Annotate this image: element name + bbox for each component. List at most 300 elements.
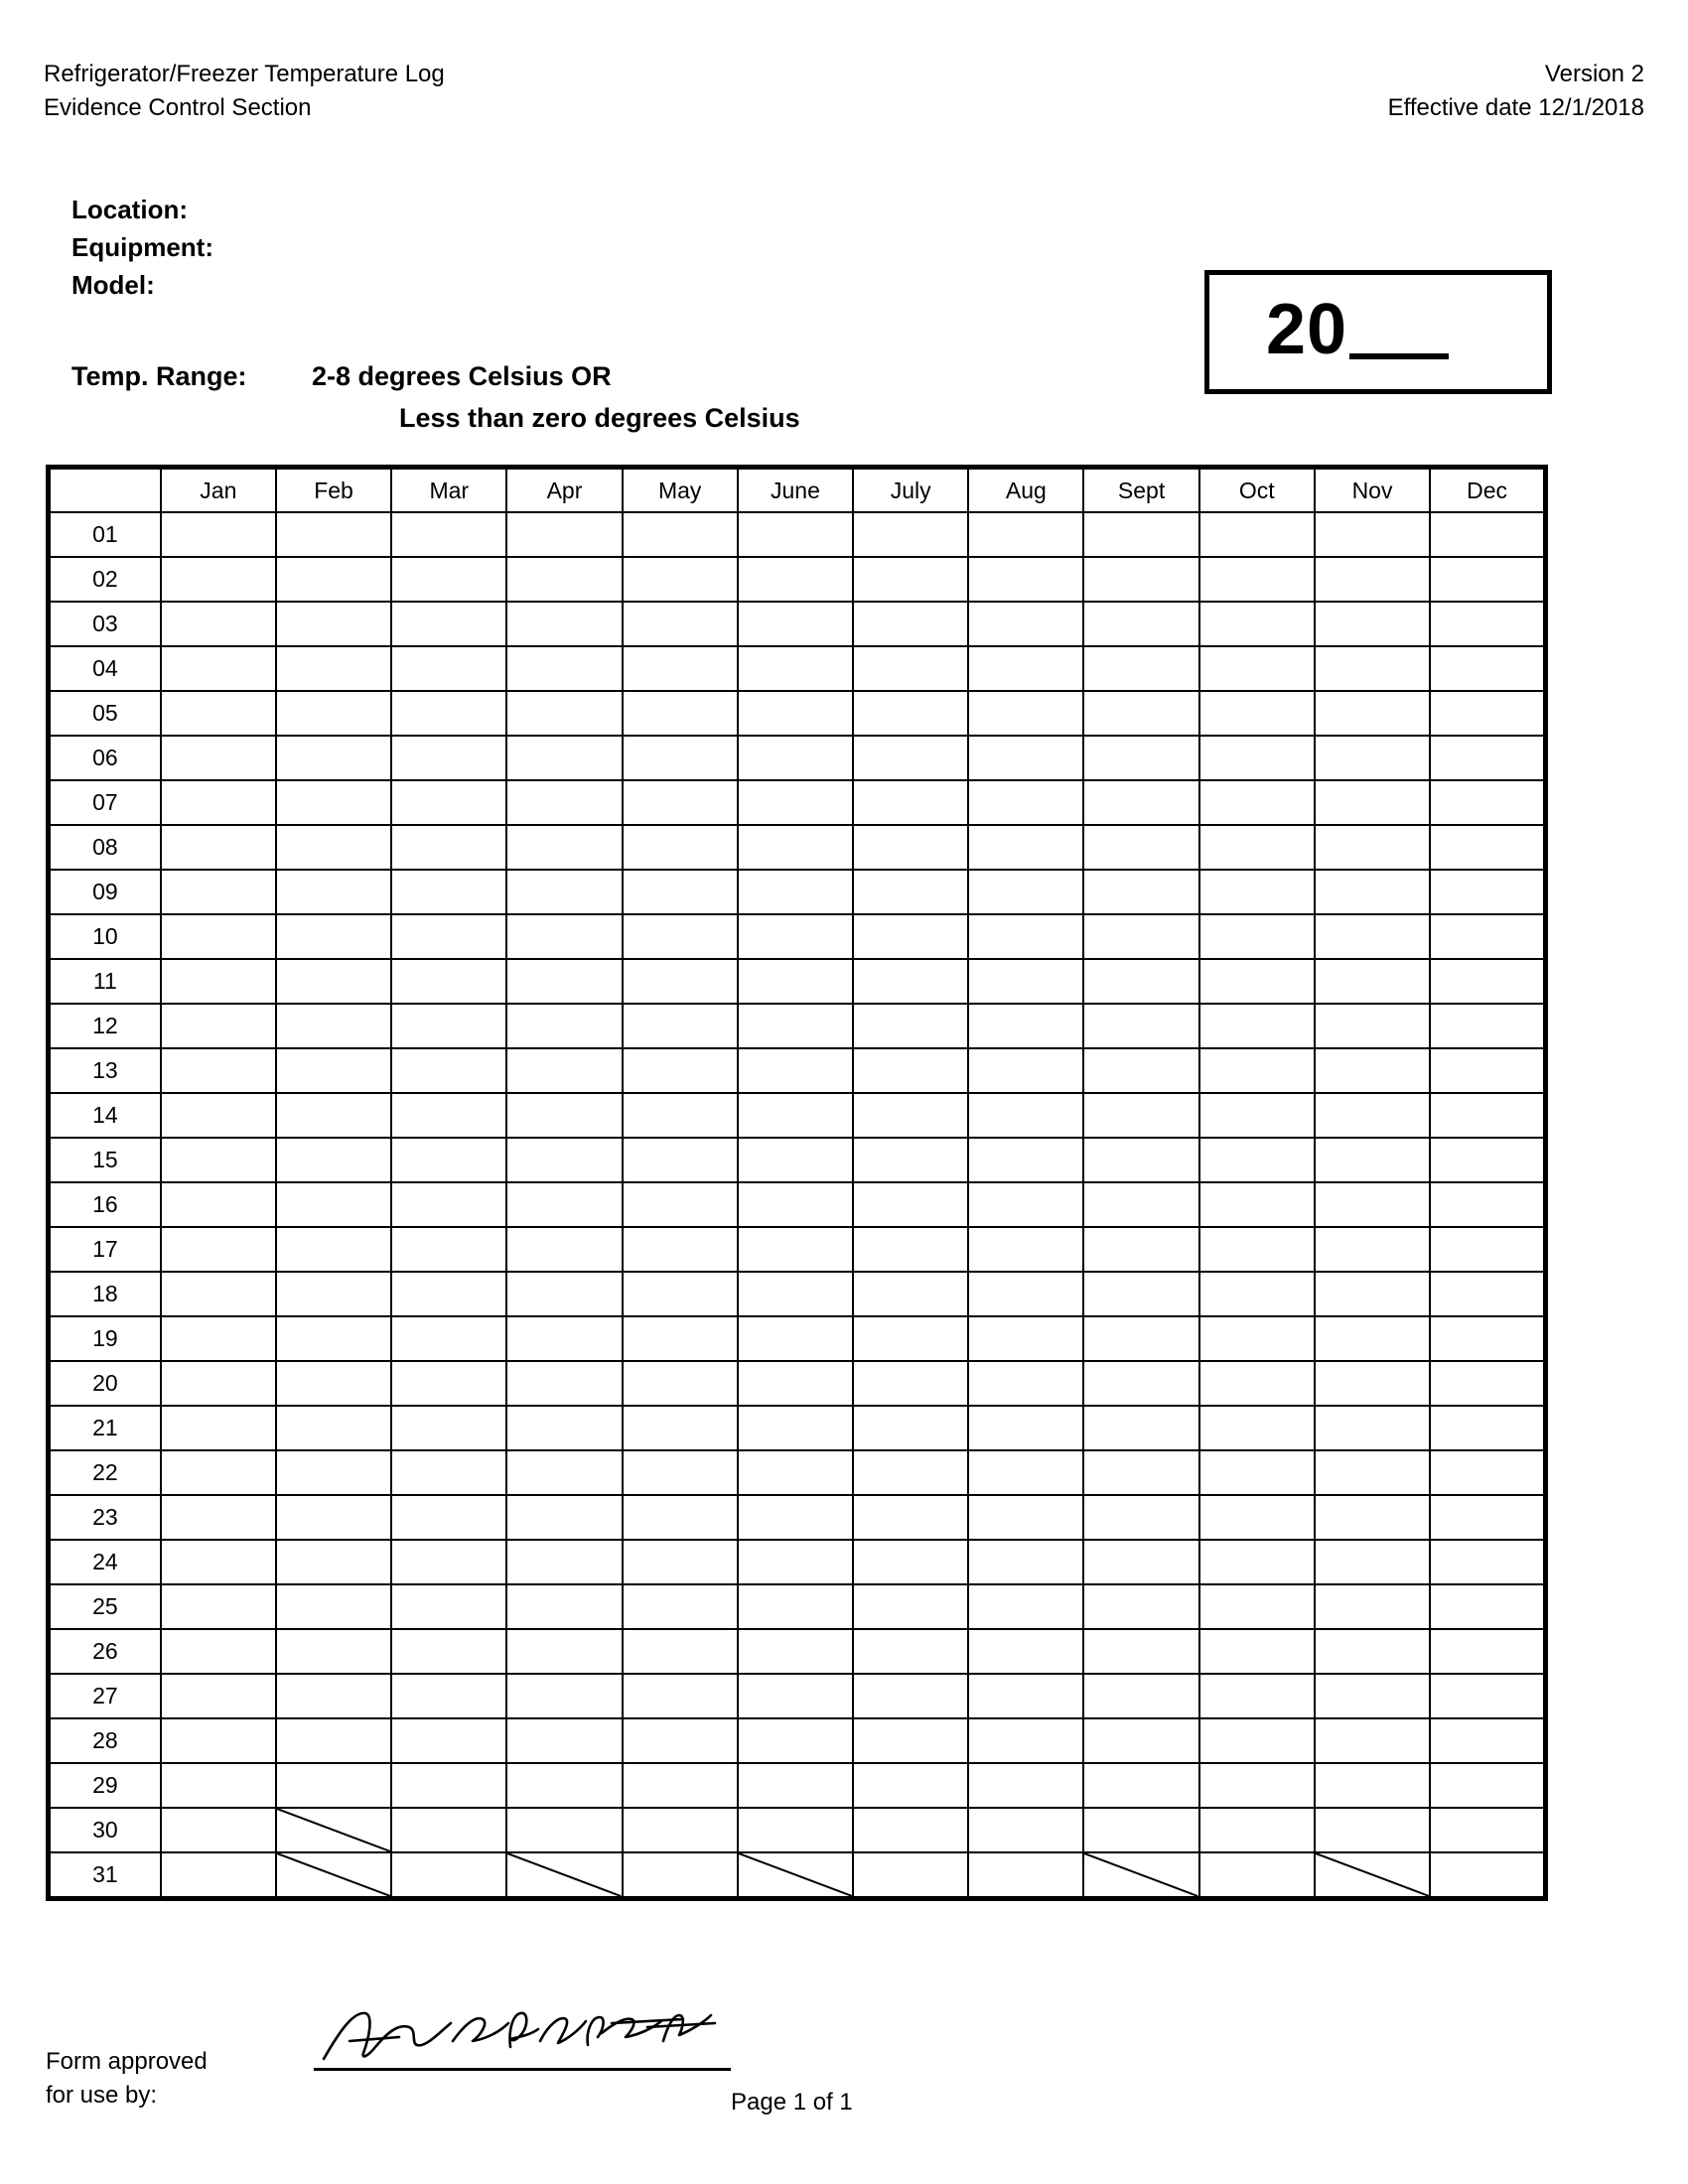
temp-entry-cell-sept-05[interactable] <box>1083 691 1198 736</box>
temp-entry-cell-apr-09[interactable] <box>506 870 622 914</box>
temp-entry-cell-dec-30[interactable] <box>1430 1808 1545 1852</box>
temp-entry-cell-dec-17[interactable] <box>1430 1227 1545 1272</box>
year-field[interactable] <box>1266 290 1449 369</box>
temp-entry-cell-june-07[interactable] <box>738 780 853 825</box>
temp-entry-cell-apr-23[interactable] <box>506 1495 622 1540</box>
temp-entry-cell-nov-05[interactable] <box>1315 691 1430 736</box>
temp-entry-cell-aug-26[interactable] <box>968 1629 1083 1674</box>
temp-entry-cell-sept-02[interactable] <box>1083 557 1198 602</box>
temp-entry-cell-june-06[interactable] <box>738 736 853 780</box>
temp-entry-cell-feb-24[interactable] <box>276 1540 391 1584</box>
temp-entry-cell-july-15[interactable] <box>853 1138 968 1182</box>
temp-entry-cell-dec-12[interactable] <box>1430 1004 1545 1048</box>
temp-entry-cell-apr-04[interactable] <box>506 646 622 691</box>
temp-entry-cell-mar-09[interactable] <box>391 870 506 914</box>
temp-entry-cell-mar-17[interactable] <box>391 1227 506 1272</box>
temp-entry-cell-mar-05[interactable] <box>391 691 506 736</box>
temp-entry-cell-sept-18[interactable] <box>1083 1272 1198 1316</box>
temp-entry-cell-july-02[interactable] <box>853 557 968 602</box>
temp-entry-cell-apr-20[interactable] <box>506 1361 622 1406</box>
temp-entry-cell-oct-29[interactable] <box>1199 1763 1315 1808</box>
temp-entry-cell-june-25[interactable] <box>738 1584 853 1629</box>
temp-entry-cell-nov-22[interactable] <box>1315 1450 1430 1495</box>
temp-entry-cell-oct-10[interactable] <box>1199 914 1315 959</box>
temp-entry-cell-july-22[interactable] <box>853 1450 968 1495</box>
temp-entry-cell-sept-15[interactable] <box>1083 1138 1198 1182</box>
temp-entry-cell-mar-04[interactable] <box>391 646 506 691</box>
temp-entry-cell-may-03[interactable] <box>623 602 738 646</box>
temp-entry-cell-apr-28[interactable] <box>506 1718 622 1763</box>
temp-entry-cell-may-22[interactable] <box>623 1450 738 1495</box>
temp-entry-cell-oct-24[interactable] <box>1199 1540 1315 1584</box>
temp-entry-cell-mar-23[interactable] <box>391 1495 506 1540</box>
temp-entry-cell-jan-22[interactable] <box>161 1450 276 1495</box>
temp-entry-cell-mar-29[interactable] <box>391 1763 506 1808</box>
temp-entry-cell-sept-20[interactable] <box>1083 1361 1198 1406</box>
temp-entry-cell-nov-03[interactable] <box>1315 602 1430 646</box>
temp-entry-cell-dec-21[interactable] <box>1430 1406 1545 1450</box>
temp-entry-cell-june-16[interactable] <box>738 1182 853 1227</box>
temp-entry-cell-mar-18[interactable] <box>391 1272 506 1316</box>
temp-entry-cell-nov-16[interactable] <box>1315 1182 1430 1227</box>
temp-entry-cell-sept-22[interactable] <box>1083 1450 1198 1495</box>
temp-entry-cell-aug-10[interactable] <box>968 914 1083 959</box>
temp-entry-cell-aug-09[interactable] <box>968 870 1083 914</box>
temp-entry-cell-oct-12[interactable] <box>1199 1004 1315 1048</box>
temp-entry-cell-nov-09[interactable] <box>1315 870 1430 914</box>
temp-entry-cell-mar-16[interactable] <box>391 1182 506 1227</box>
temp-entry-cell-oct-23[interactable] <box>1199 1495 1315 1540</box>
temp-entry-cell-dec-02[interactable] <box>1430 557 1545 602</box>
temp-entry-cell-feb-09[interactable] <box>276 870 391 914</box>
temp-entry-cell-aug-31[interactable] <box>968 1852 1083 1899</box>
temp-entry-cell-sept-12[interactable] <box>1083 1004 1198 1048</box>
temp-entry-cell-jan-09[interactable] <box>161 870 276 914</box>
temp-entry-cell-aug-01[interactable] <box>968 512 1083 557</box>
temp-entry-cell-oct-30[interactable] <box>1199 1808 1315 1852</box>
temp-entry-cell-mar-12[interactable] <box>391 1004 506 1048</box>
temp-entry-cell-feb-28[interactable] <box>276 1718 391 1763</box>
temp-entry-cell-oct-13[interactable] <box>1199 1048 1315 1093</box>
temp-entry-cell-jan-23[interactable] <box>161 1495 276 1540</box>
temp-entry-cell-oct-09[interactable] <box>1199 870 1315 914</box>
temp-entry-cell-oct-22[interactable] <box>1199 1450 1315 1495</box>
temp-entry-cell-may-31[interactable] <box>623 1852 738 1899</box>
temp-entry-cell-apr-17[interactable] <box>506 1227 622 1272</box>
temp-entry-cell-aug-30[interactable] <box>968 1808 1083 1852</box>
temp-entry-cell-nov-15[interactable] <box>1315 1138 1430 1182</box>
temp-entry-cell-mar-02[interactable] <box>391 557 506 602</box>
temp-entry-cell-may-13[interactable] <box>623 1048 738 1093</box>
temp-entry-cell-dec-05[interactable] <box>1430 691 1545 736</box>
temp-entry-cell-may-07[interactable] <box>623 780 738 825</box>
temp-entry-cell-nov-27[interactable] <box>1315 1674 1430 1718</box>
temp-entry-cell-sept-11[interactable] <box>1083 959 1198 1004</box>
temp-entry-cell-may-18[interactable] <box>623 1272 738 1316</box>
temp-entry-cell-apr-11[interactable] <box>506 959 622 1004</box>
temp-entry-cell-nov-18[interactable] <box>1315 1272 1430 1316</box>
temp-entry-cell-sept-06[interactable] <box>1083 736 1198 780</box>
temp-entry-cell-jan-25[interactable] <box>161 1584 276 1629</box>
temp-entry-cell-dec-10[interactable] <box>1430 914 1545 959</box>
temp-entry-cell-aug-02[interactable] <box>968 557 1083 602</box>
temp-entry-cell-july-25[interactable] <box>853 1584 968 1629</box>
temp-entry-cell-aug-07[interactable] <box>968 780 1083 825</box>
temp-entry-cell-nov-21[interactable] <box>1315 1406 1430 1450</box>
temp-entry-cell-feb-26[interactable] <box>276 1629 391 1674</box>
temp-entry-cell-dec-20[interactable] <box>1430 1361 1545 1406</box>
temp-entry-cell-oct-19[interactable] <box>1199 1316 1315 1361</box>
temp-entry-cell-may-08[interactable] <box>623 825 738 870</box>
temp-entry-cell-feb-25[interactable] <box>276 1584 391 1629</box>
temp-entry-cell-aug-05[interactable] <box>968 691 1083 736</box>
temp-entry-cell-mar-22[interactable] <box>391 1450 506 1495</box>
temp-entry-cell-sept-16[interactable] <box>1083 1182 1198 1227</box>
temp-entry-cell-july-28[interactable] <box>853 1718 968 1763</box>
temp-entry-cell-june-27[interactable] <box>738 1674 853 1718</box>
temp-entry-cell-dec-31[interactable] <box>1430 1852 1545 1899</box>
temp-entry-cell-jan-05[interactable] <box>161 691 276 736</box>
temp-entry-cell-jan-03[interactable] <box>161 602 276 646</box>
temp-entry-cell-aug-17[interactable] <box>968 1227 1083 1272</box>
temp-entry-cell-apr-07[interactable] <box>506 780 622 825</box>
temp-entry-cell-nov-14[interactable] <box>1315 1093 1430 1138</box>
temp-entry-cell-oct-21[interactable] <box>1199 1406 1315 1450</box>
temp-entry-cell-apr-22[interactable] <box>506 1450 622 1495</box>
temp-entry-cell-june-10[interactable] <box>738 914 853 959</box>
temp-entry-cell-aug-06[interactable] <box>968 736 1083 780</box>
temp-entry-cell-jan-24[interactable] <box>161 1540 276 1584</box>
temp-entry-cell-may-06[interactable] <box>623 736 738 780</box>
temp-entry-cell-oct-18[interactable] <box>1199 1272 1315 1316</box>
temp-entry-cell-dec-08[interactable] <box>1430 825 1545 870</box>
temp-entry-cell-oct-20[interactable] <box>1199 1361 1315 1406</box>
temp-entry-cell-dec-26[interactable] <box>1430 1629 1545 1674</box>
temp-entry-cell-mar-01[interactable] <box>391 512 506 557</box>
temp-entry-cell-mar-24[interactable] <box>391 1540 506 1584</box>
temp-entry-cell-may-30[interactable] <box>623 1808 738 1852</box>
temp-entry-cell-oct-16[interactable] <box>1199 1182 1315 1227</box>
temp-entry-cell-nov-10[interactable] <box>1315 914 1430 959</box>
temp-entry-cell-jan-12[interactable] <box>161 1004 276 1048</box>
temp-entry-cell-july-30[interactable] <box>853 1808 968 1852</box>
temp-entry-cell-sept-24[interactable] <box>1083 1540 1198 1584</box>
temp-entry-cell-july-12[interactable] <box>853 1004 968 1048</box>
temp-entry-cell-feb-12[interactable] <box>276 1004 391 1048</box>
temp-entry-cell-sept-01[interactable] <box>1083 512 1198 557</box>
temp-entry-cell-dec-04[interactable] <box>1430 646 1545 691</box>
temp-entry-cell-jan-29[interactable] <box>161 1763 276 1808</box>
temp-entry-cell-july-19[interactable] <box>853 1316 968 1361</box>
temp-entry-cell-nov-01[interactable] <box>1315 512 1430 557</box>
temp-entry-cell-june-29[interactable] <box>738 1763 853 1808</box>
temp-entry-cell-july-04[interactable] <box>853 646 968 691</box>
temp-entry-cell-sept-19[interactable] <box>1083 1316 1198 1361</box>
temp-entry-cell-may-23[interactable] <box>623 1495 738 1540</box>
temp-entry-cell-sept-08[interactable] <box>1083 825 1198 870</box>
temp-entry-cell-oct-03[interactable] <box>1199 602 1315 646</box>
temp-entry-cell-mar-19[interactable] <box>391 1316 506 1361</box>
temp-entry-cell-nov-29[interactable] <box>1315 1763 1430 1808</box>
temp-entry-cell-july-14[interactable] <box>853 1093 968 1138</box>
temp-entry-cell-nov-11[interactable] <box>1315 959 1430 1004</box>
temp-entry-cell-aug-19[interactable] <box>968 1316 1083 1361</box>
temp-entry-cell-feb-19[interactable] <box>276 1316 391 1361</box>
temp-entry-cell-may-02[interactable] <box>623 557 738 602</box>
temp-entry-cell-may-28[interactable] <box>623 1718 738 1763</box>
temp-entry-cell-dec-03[interactable] <box>1430 602 1545 646</box>
temp-entry-cell-may-25[interactable] <box>623 1584 738 1629</box>
temp-entry-cell-mar-30[interactable] <box>391 1808 506 1852</box>
temp-entry-cell-july-21[interactable] <box>853 1406 968 1450</box>
temp-entry-cell-jan-19[interactable] <box>161 1316 276 1361</box>
temp-entry-cell-may-21[interactable] <box>623 1406 738 1450</box>
temp-entry-cell-apr-24[interactable] <box>506 1540 622 1584</box>
temp-entry-cell-july-26[interactable] <box>853 1629 968 1674</box>
temp-entry-cell-sept-21[interactable] <box>1083 1406 1198 1450</box>
temp-entry-cell-nov-07[interactable] <box>1315 780 1430 825</box>
temp-entry-cell-june-01[interactable] <box>738 512 853 557</box>
temp-entry-cell-aug-08[interactable] <box>968 825 1083 870</box>
temp-entry-cell-oct-02[interactable] <box>1199 557 1315 602</box>
temp-entry-cell-june-09[interactable] <box>738 870 853 914</box>
temp-entry-cell-june-15[interactable] <box>738 1138 853 1182</box>
temp-entry-cell-july-18[interactable] <box>853 1272 968 1316</box>
temp-entry-cell-apr-12[interactable] <box>506 1004 622 1048</box>
temp-entry-cell-jan-17[interactable] <box>161 1227 276 1272</box>
temp-entry-cell-feb-20[interactable] <box>276 1361 391 1406</box>
temp-entry-cell-aug-16[interactable] <box>968 1182 1083 1227</box>
temp-entry-cell-may-09[interactable] <box>623 870 738 914</box>
temp-entry-cell-june-12[interactable] <box>738 1004 853 1048</box>
temp-entry-cell-nov-25[interactable] <box>1315 1584 1430 1629</box>
temp-entry-cell-june-23[interactable] <box>738 1495 853 1540</box>
temp-entry-cell-jan-14[interactable] <box>161 1093 276 1138</box>
temp-entry-cell-may-04[interactable] <box>623 646 738 691</box>
temp-entry-cell-jan-11[interactable] <box>161 959 276 1004</box>
temp-entry-cell-june-28[interactable] <box>738 1718 853 1763</box>
temp-entry-cell-apr-05[interactable] <box>506 691 622 736</box>
temp-entry-cell-july-08[interactable] <box>853 825 968 870</box>
temp-entry-cell-oct-01[interactable] <box>1199 512 1315 557</box>
temp-entry-cell-july-29[interactable] <box>853 1763 968 1808</box>
temp-entry-cell-sept-04[interactable] <box>1083 646 1198 691</box>
temp-entry-cell-july-17[interactable] <box>853 1227 968 1272</box>
temp-entry-cell-july-13[interactable] <box>853 1048 968 1093</box>
temp-entry-cell-dec-09[interactable] <box>1430 870 1545 914</box>
temp-entry-cell-aug-20[interactable] <box>968 1361 1083 1406</box>
temp-entry-cell-dec-18[interactable] <box>1430 1272 1545 1316</box>
temp-entry-cell-june-05[interactable] <box>738 691 853 736</box>
temp-entry-cell-feb-18[interactable] <box>276 1272 391 1316</box>
temp-entry-cell-jan-01[interactable] <box>161 512 276 557</box>
temp-entry-cell-june-22[interactable] <box>738 1450 853 1495</box>
temp-entry-cell-nov-08[interactable] <box>1315 825 1430 870</box>
temp-entry-cell-nov-06[interactable] <box>1315 736 1430 780</box>
temp-entry-cell-jan-13[interactable] <box>161 1048 276 1093</box>
temp-entry-cell-feb-03[interactable] <box>276 602 391 646</box>
temp-entry-cell-june-30[interactable] <box>738 1808 853 1852</box>
temp-entry-cell-aug-12[interactable] <box>968 1004 1083 1048</box>
temp-entry-cell-feb-07[interactable] <box>276 780 391 825</box>
temp-entry-cell-dec-24[interactable] <box>1430 1540 1545 1584</box>
temp-entry-cell-june-19[interactable] <box>738 1316 853 1361</box>
temp-entry-cell-june-13[interactable] <box>738 1048 853 1093</box>
temp-entry-cell-oct-26[interactable] <box>1199 1629 1315 1674</box>
temp-entry-cell-mar-14[interactable] <box>391 1093 506 1138</box>
temp-entry-cell-may-05[interactable] <box>623 691 738 736</box>
temp-entry-cell-nov-23[interactable] <box>1315 1495 1430 1540</box>
temp-entry-cell-jan-18[interactable] <box>161 1272 276 1316</box>
temp-entry-cell-mar-28[interactable] <box>391 1718 506 1763</box>
temp-entry-cell-mar-31[interactable] <box>391 1852 506 1899</box>
temp-entry-cell-aug-04[interactable] <box>968 646 1083 691</box>
temp-entry-cell-apr-01[interactable] <box>506 512 622 557</box>
temp-entry-cell-sept-30[interactable] <box>1083 1808 1198 1852</box>
temp-entry-cell-aug-11[interactable] <box>968 959 1083 1004</box>
temp-entry-cell-aug-21[interactable] <box>968 1406 1083 1450</box>
temp-entry-cell-feb-27[interactable] <box>276 1674 391 1718</box>
temp-entry-cell-jan-31[interactable] <box>161 1852 276 1899</box>
temp-entry-cell-may-27[interactable] <box>623 1674 738 1718</box>
temp-entry-cell-apr-08[interactable] <box>506 825 622 870</box>
temp-entry-cell-oct-06[interactable] <box>1199 736 1315 780</box>
temp-entry-cell-sept-10[interactable] <box>1083 914 1198 959</box>
temp-entry-cell-jan-30[interactable] <box>161 1808 276 1852</box>
temp-entry-cell-dec-07[interactable] <box>1430 780 1545 825</box>
temp-entry-cell-mar-27[interactable] <box>391 1674 506 1718</box>
temp-entry-cell-oct-11[interactable] <box>1199 959 1315 1004</box>
temp-entry-cell-july-05[interactable] <box>853 691 968 736</box>
temp-entry-cell-aug-22[interactable] <box>968 1450 1083 1495</box>
temp-entry-cell-oct-27[interactable] <box>1199 1674 1315 1718</box>
temp-entry-cell-feb-10[interactable] <box>276 914 391 959</box>
temp-entry-cell-aug-29[interactable] <box>968 1763 1083 1808</box>
temp-entry-cell-oct-17[interactable] <box>1199 1227 1315 1272</box>
temp-entry-cell-dec-14[interactable] <box>1430 1093 1545 1138</box>
temp-entry-cell-feb-21[interactable] <box>276 1406 391 1450</box>
temp-entry-cell-feb-17[interactable] <box>276 1227 391 1272</box>
temp-entry-cell-apr-27[interactable] <box>506 1674 622 1718</box>
temp-entry-cell-feb-04[interactable] <box>276 646 391 691</box>
temp-entry-cell-july-20[interactable] <box>853 1361 968 1406</box>
temp-entry-cell-may-14[interactable] <box>623 1093 738 1138</box>
temp-entry-cell-dec-25[interactable] <box>1430 1584 1545 1629</box>
temp-entry-cell-jan-20[interactable] <box>161 1361 276 1406</box>
temp-entry-cell-apr-18[interactable] <box>506 1272 622 1316</box>
temp-entry-cell-sept-14[interactable] <box>1083 1093 1198 1138</box>
temp-entry-cell-jan-06[interactable] <box>161 736 276 780</box>
temp-entry-cell-nov-24[interactable] <box>1315 1540 1430 1584</box>
year-blank-input[interactable] <box>1349 353 1449 359</box>
temp-entry-cell-oct-28[interactable] <box>1199 1718 1315 1763</box>
temp-entry-cell-dec-23[interactable] <box>1430 1495 1545 1540</box>
temp-entry-cell-nov-20[interactable] <box>1315 1361 1430 1406</box>
signature-area[interactable] <box>314 1997 731 2077</box>
temp-entry-cell-mar-20[interactable] <box>391 1361 506 1406</box>
temp-entry-cell-jan-16[interactable] <box>161 1182 276 1227</box>
temp-entry-cell-mar-21[interactable] <box>391 1406 506 1450</box>
temp-entry-cell-mar-08[interactable] <box>391 825 506 870</box>
temp-entry-cell-jan-08[interactable] <box>161 825 276 870</box>
temp-entry-cell-july-01[interactable] <box>853 512 968 557</box>
temp-entry-cell-may-12[interactable] <box>623 1004 738 1048</box>
temp-entry-cell-july-07[interactable] <box>853 780 968 825</box>
temp-entry-cell-apr-26[interactable] <box>506 1629 622 1674</box>
temp-entry-cell-apr-29[interactable] <box>506 1763 622 1808</box>
temp-entry-cell-apr-14[interactable] <box>506 1093 622 1138</box>
temp-entry-cell-nov-30[interactable] <box>1315 1808 1430 1852</box>
temp-entry-cell-aug-03[interactable] <box>968 602 1083 646</box>
temp-entry-cell-mar-13[interactable] <box>391 1048 506 1093</box>
temp-entry-cell-jan-27[interactable] <box>161 1674 276 1718</box>
temp-entry-cell-dec-22[interactable] <box>1430 1450 1545 1495</box>
temp-entry-cell-jan-10[interactable] <box>161 914 276 959</box>
temp-entry-cell-june-21[interactable] <box>738 1406 853 1450</box>
temp-entry-cell-mar-25[interactable] <box>391 1584 506 1629</box>
temp-entry-cell-july-03[interactable] <box>853 602 968 646</box>
temp-entry-cell-oct-05[interactable] <box>1199 691 1315 736</box>
temp-entry-cell-aug-14[interactable] <box>968 1093 1083 1138</box>
temp-entry-cell-dec-01[interactable] <box>1430 512 1545 557</box>
temp-entry-cell-oct-25[interactable] <box>1199 1584 1315 1629</box>
temp-entry-cell-aug-18[interactable] <box>968 1272 1083 1316</box>
temp-entry-cell-aug-13[interactable] <box>968 1048 1083 1093</box>
temp-entry-cell-may-29[interactable] <box>623 1763 738 1808</box>
temp-entry-cell-dec-06[interactable] <box>1430 736 1545 780</box>
temp-entry-cell-aug-27[interactable] <box>968 1674 1083 1718</box>
temp-entry-cell-july-24[interactable] <box>853 1540 968 1584</box>
temp-entry-cell-nov-19[interactable] <box>1315 1316 1430 1361</box>
temp-entry-cell-sept-07[interactable] <box>1083 780 1198 825</box>
temp-entry-cell-feb-05[interactable] <box>276 691 391 736</box>
temp-entry-cell-aug-15[interactable] <box>968 1138 1083 1182</box>
temp-entry-cell-jan-02[interactable] <box>161 557 276 602</box>
temp-entry-cell-jan-21[interactable] <box>161 1406 276 1450</box>
temp-entry-cell-july-16[interactable] <box>853 1182 968 1227</box>
temp-entry-cell-jan-07[interactable] <box>161 780 276 825</box>
temp-entry-cell-sept-27[interactable] <box>1083 1674 1198 1718</box>
temp-entry-cell-apr-15[interactable] <box>506 1138 622 1182</box>
temp-entry-cell-july-23[interactable] <box>853 1495 968 1540</box>
temp-entry-cell-apr-21[interactable] <box>506 1406 622 1450</box>
temp-entry-cell-dec-28[interactable] <box>1430 1718 1545 1763</box>
temp-entry-cell-june-02[interactable] <box>738 557 853 602</box>
temp-entry-cell-nov-28[interactable] <box>1315 1718 1430 1763</box>
temp-entry-cell-mar-15[interactable] <box>391 1138 506 1182</box>
temp-entry-cell-jan-04[interactable] <box>161 646 276 691</box>
temp-entry-cell-july-10[interactable] <box>853 914 968 959</box>
temp-entry-cell-july-09[interactable] <box>853 870 968 914</box>
temp-entry-cell-apr-02[interactable] <box>506 557 622 602</box>
temp-entry-cell-apr-10[interactable] <box>506 914 622 959</box>
temp-entry-cell-aug-25[interactable] <box>968 1584 1083 1629</box>
temp-entry-cell-mar-10[interactable] <box>391 914 506 959</box>
temp-entry-cell-june-18[interactable] <box>738 1272 853 1316</box>
temp-entry-cell-mar-26[interactable] <box>391 1629 506 1674</box>
temp-entry-cell-apr-06[interactable] <box>506 736 622 780</box>
temp-entry-cell-aug-24[interactable] <box>968 1540 1083 1584</box>
temp-entry-cell-feb-29[interactable] <box>276 1763 391 1808</box>
temp-entry-cell-june-17[interactable] <box>738 1227 853 1272</box>
temp-entry-cell-apr-19[interactable] <box>506 1316 622 1361</box>
temp-entry-cell-apr-13[interactable] <box>506 1048 622 1093</box>
temp-entry-cell-sept-03[interactable] <box>1083 602 1198 646</box>
temp-entry-cell-july-31[interactable] <box>853 1852 968 1899</box>
temp-entry-cell-mar-07[interactable] <box>391 780 506 825</box>
temp-entry-cell-apr-25[interactable] <box>506 1584 622 1629</box>
temp-entry-cell-sept-17[interactable] <box>1083 1227 1198 1272</box>
